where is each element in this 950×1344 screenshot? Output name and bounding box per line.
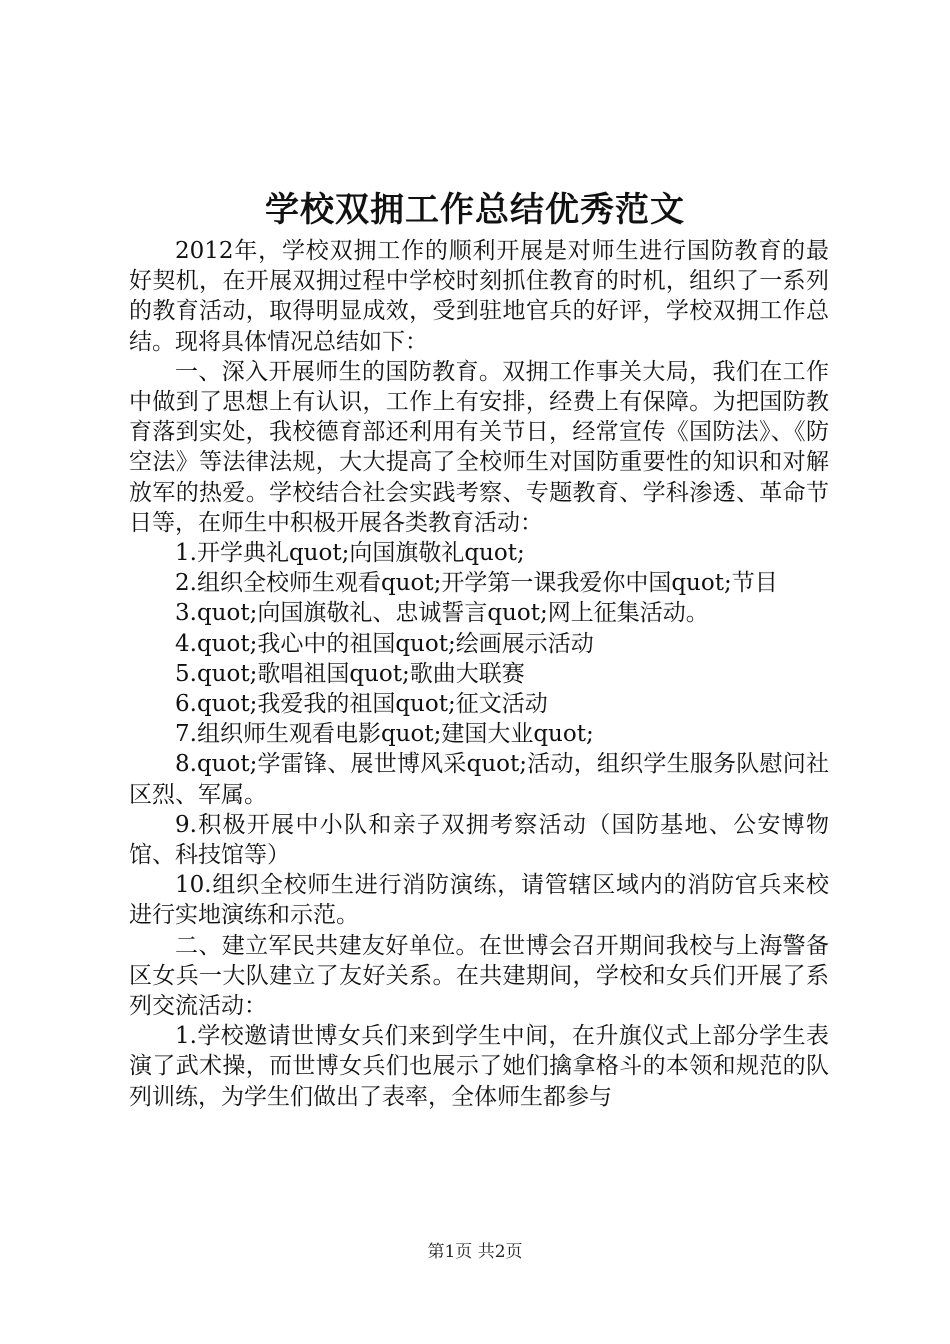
document-title: 学校双拥工作总结优秀范文 <box>265 190 685 230</box>
list-item: 1.开学典礼quot;向国旗敬礼quot; <box>175 540 525 567</box>
list-item: 2.组织全校师生观看quot;开学第一课我爱你中国quot;节目 <box>175 570 778 597</box>
list-item: 7.组织师生观看电影quot;建国大业quot; <box>175 721 594 748</box>
list-item: 6.quot;我爱我的祖国quot;征文活动 <box>175 691 548 718</box>
list-item: 3.quot;向国旗敬礼、忠诚誓言quot;网上征集活动。 <box>175 600 709 627</box>
page-footer: 第1页 共2页 <box>427 1242 523 1262</box>
list-item: 1.学校邀请世博女兵们来到学生中间，在升旗仪式上部分学生表演了武术操，而世博女兵们也展示了她们擒拿格斗的本领和规范的队列训练，为学生们做出了表率，全体师生都参与 <box>129 1023 829 1110</box>
list-item: 10.组织全校师生进行消防演练，请管辖区域内的消防官兵来校进行实地演练和示范。 <box>129 872 829 929</box>
list-item: 9.积极开展中小队和亲子双拥考察活动（国防基地、公安博物馆、科技馆等） <box>129 811 829 869</box>
list-item: 8.quot;学雷锋、展世博风采quot;活动，组织学生服务队慰问社区烈、军属。 <box>129 751 829 808</box>
list-item: 4.quot;我心中的祖国quot;绘画展示活动 <box>175 630 594 657</box>
paragraph-intro: 2012年，学校双拥工作的顺利开展是对师生进行国防教育的最好契机，在开展双拥过程中学校时刻抓住教育的时机，组织了一系列的教育活动，取得明显成效，受到驻地官兵的好评，学校双拥工作总结。现将具体情况总结如下： <box>129 238 829 355</box>
paragraph-section-two: 二、建立军民共建友好单位。在世博会召开期间我校与上海警备区女兵一大队建立了友好关系。在共建期间，学校和女兵们开展了系列交流活动： <box>129 932 829 1020</box>
list-item: 5.quot;歌唱祖国quot;歌曲大联赛 <box>175 660 525 687</box>
paragraph-section-one: 一、深入开展师生的国防教育。双拥工作事关大局，我们在工作中做到了思想上有认识，工作上有安排，经费上有保障。为把国防教育落到实处，我校德育部还利用有关节日，经常宣传《国防法》、《防空法》等法律法规，大大提高了全校师生对国防重要性的知识和对解放军的热爱。学校结合社会实践考察、专题教育、学科渗透、革命节日等，在师生中积极开展各类教育活动： <box>129 358 829 536</box>
document-body <box>129 236 829 1112</box>
